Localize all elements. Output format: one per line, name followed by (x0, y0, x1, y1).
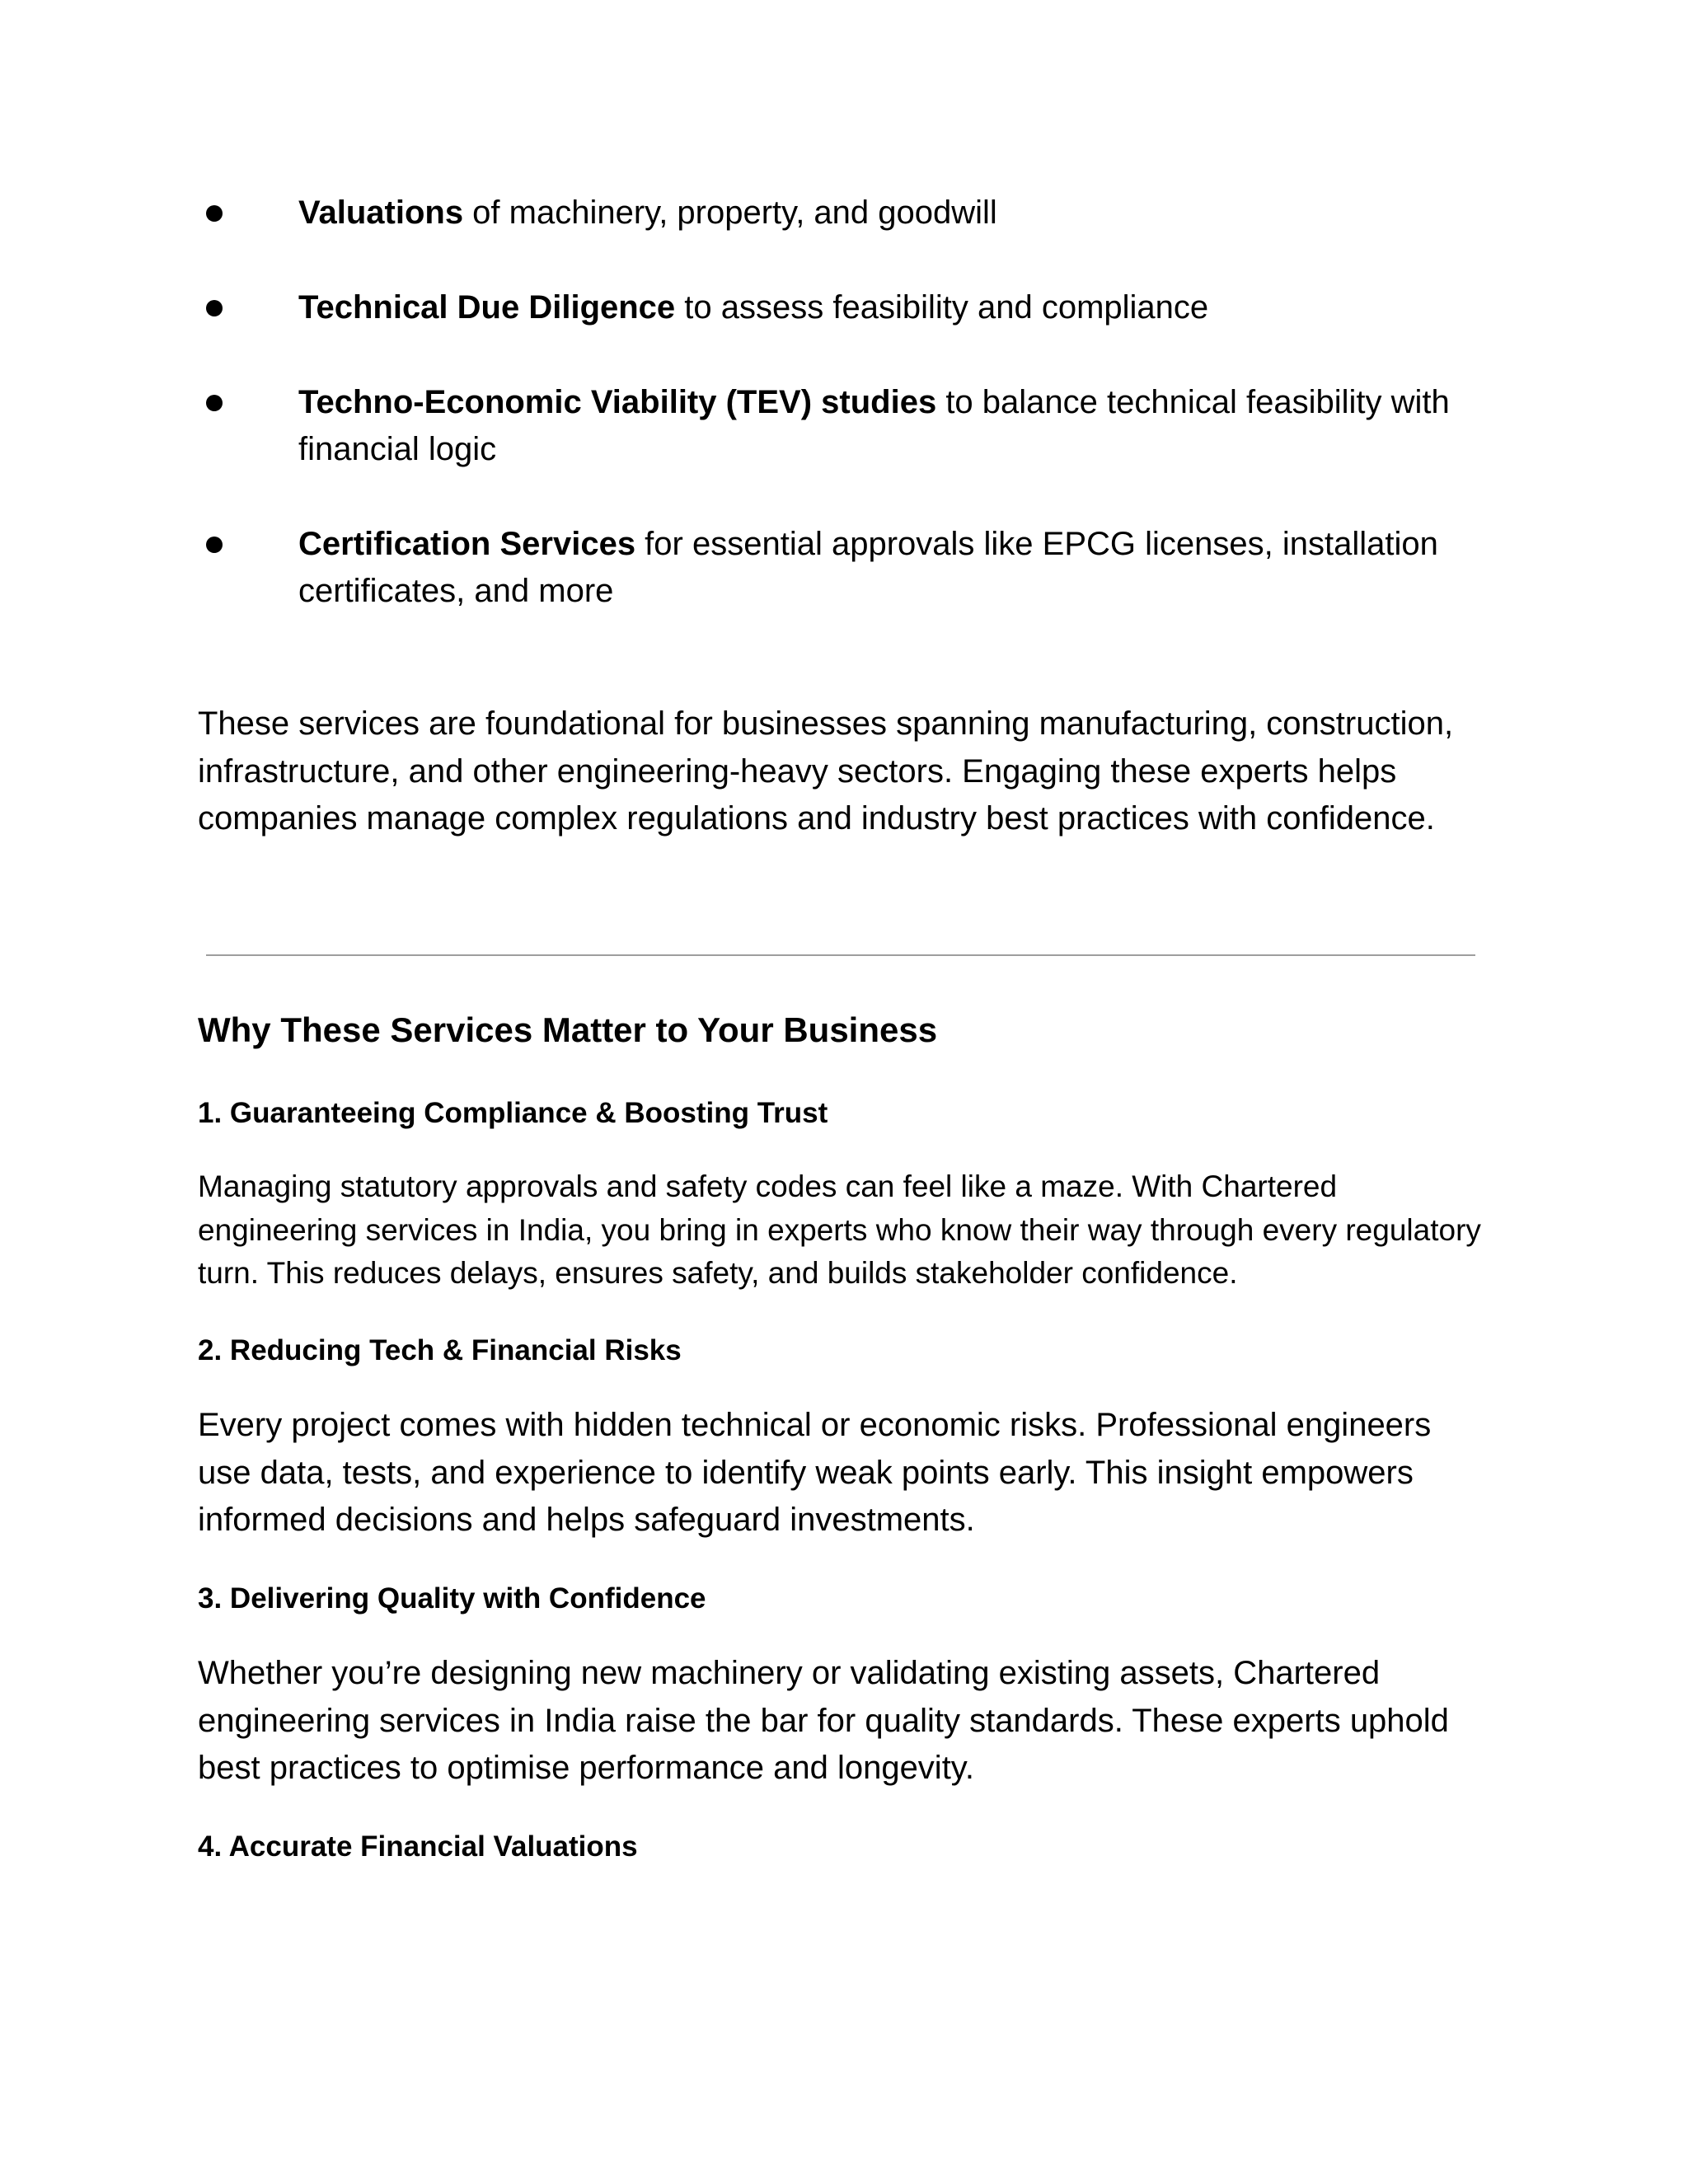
bullet-item-tev-studies (198, 379, 1492, 473)
bullet-text: of machinery, property, and goodwill (463, 194, 997, 231)
subsection-heading-3: 3. Delivering Quality with Confidence (198, 1582, 706, 1615)
services-bullet-list (198, 190, 1492, 615)
bullet-bold-label: Valuations (298, 194, 464, 231)
bullet-item-certification-services (198, 521, 1492, 615)
subsection-body-3: Whether you’re designing new machinery or validating existing assets, Chartered engineering services in India raise the bar for quality standards. These experts uphold best practices to optimise performance and longevity. (198, 1655, 1449, 1786)
bullet-bold-label: Certification Services (298, 526, 636, 562)
bullet-bold-label: Technical Due Diligence (298, 289, 676, 326)
bullet-icon (198, 521, 231, 568)
intro-paragraph: These services are foundational for businesses spanning manufacturing, construction, infrastructure, and other engineering-heavy sectors. Engaging these experts helps companies manage complex regulations and industry best practices with confidence. (198, 705, 1454, 837)
subsection-body-1: Managing statutory approvals and safety codes can feel like a maze. With Chartered engineering services in India, you bring in experts who know their way through every regulatory turn. This reduces delays, ensures safety, and builds stakeholder confidence. (198, 1169, 1481, 1290)
section-heading: Why These Services Matter to Your Business (198, 1010, 938, 1049)
bullet-item-valuations (198, 190, 1492, 237)
horizontal-divider (206, 954, 1475, 956)
bullet-text: for essential approvals like EPCG licenses, installation certificates, and more (298, 526, 1438, 609)
bullet-icon (198, 284, 231, 331)
subsection-heading-4: 4. Accurate Financial Valuations (198, 1830, 638, 1863)
subsection-heading-2: 2. Reducing Tech & Financial Risks (198, 1334, 682, 1366)
subsection-body-2: Every project comes with hidden technical or economic risks. Professional engineers use data, tests, and experience to identify weak points early. This insight empowers informed decisions and helps safeguard investments. (198, 1407, 1432, 1538)
bullet-icon (198, 379, 231, 426)
bullet-item-technical-due-diligence (198, 284, 1492, 331)
bullet-text: to assess feasibility and compliance (675, 289, 1209, 326)
subsection-heading-1: 1. Guaranteeing Compliance & Boosting Trust (198, 1097, 828, 1129)
bullet-text: to balance technical feasibility with financial logic (298, 384, 1450, 467)
bullet-icon (198, 190, 231, 237)
bullet-bold-label: Techno-Economic Viability (TEV) studies (298, 384, 937, 420)
